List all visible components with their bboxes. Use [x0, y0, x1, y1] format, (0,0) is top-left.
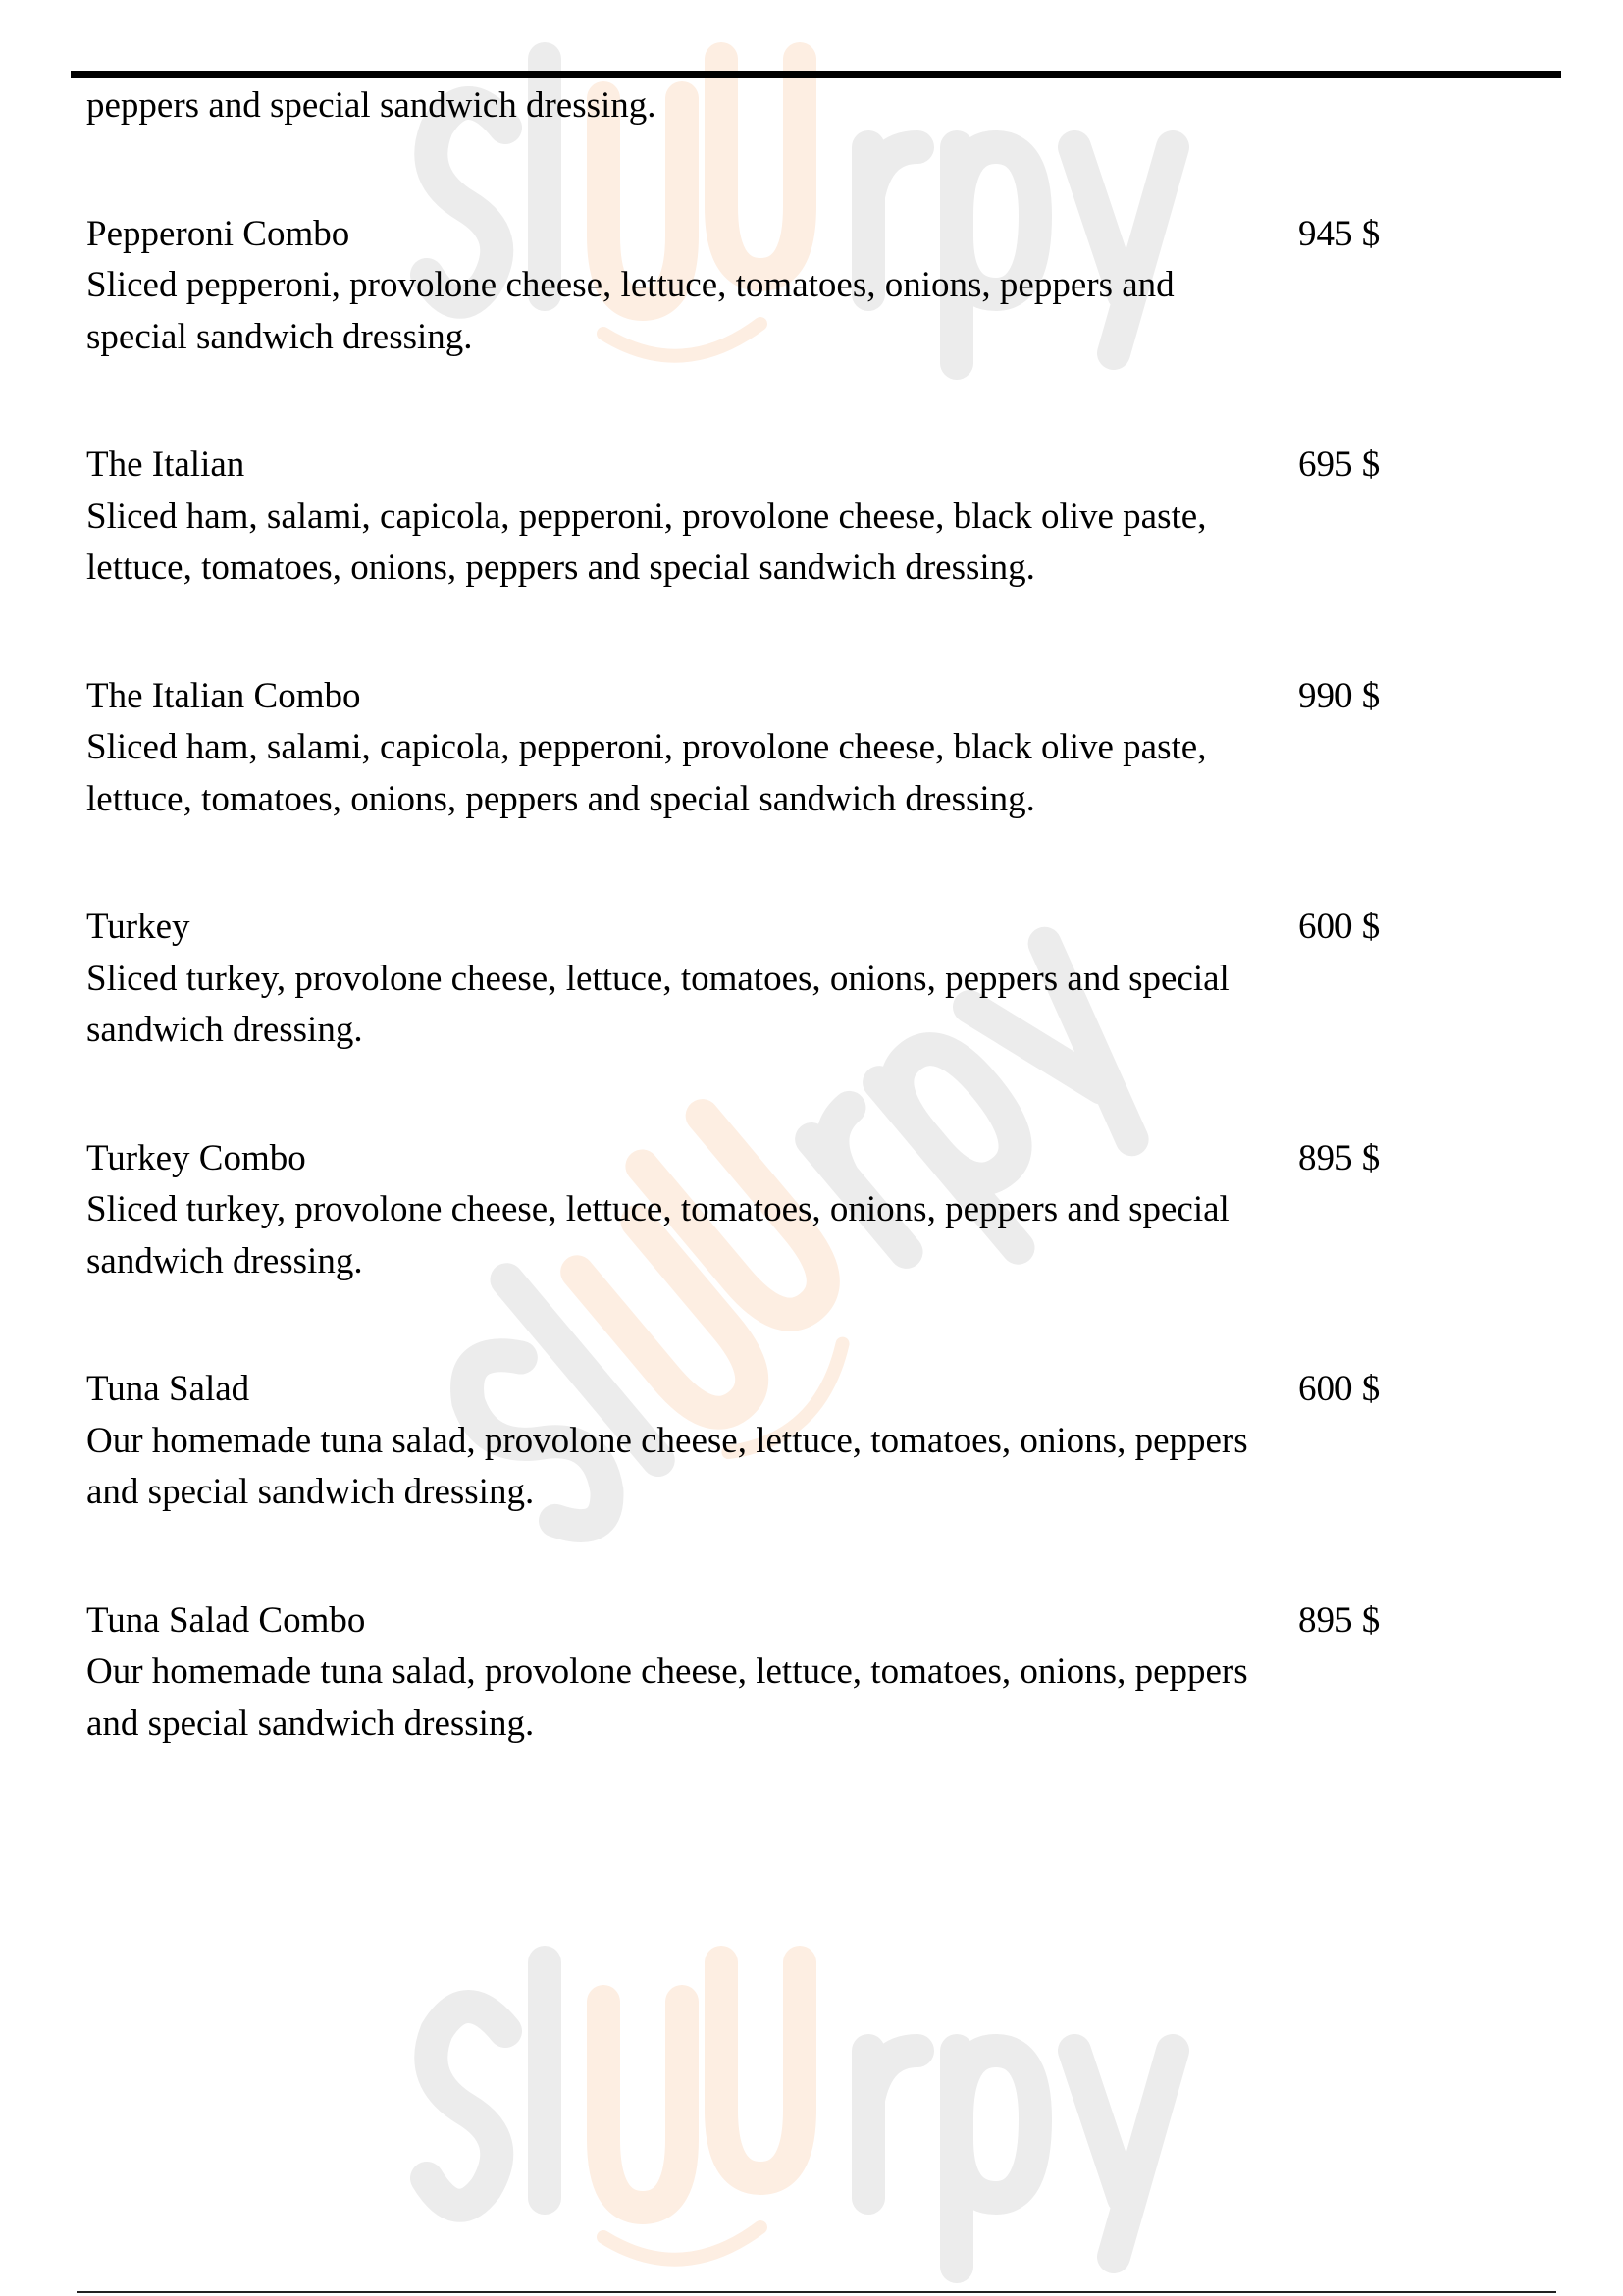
item-name: Turkey	[86, 907, 190, 947]
item-name: Pepperoni Combo	[86, 213, 350, 254]
continued-description	[86, 80, 1558, 132]
menu-item	[86, 902, 1558, 1057]
item-description: Sliced turkey, provolone cheese, lettuce, tomatoes, onions, peppers and special sandwich dressing.	[86, 1189, 1230, 1281]
menu-item	[86, 1364, 1558, 1519]
menu-item	[86, 1595, 1558, 1750]
item-description: Our homemade tuna salad, provolone cheese, lettuce, tomatoes, onions, peppers and special sandwich dressing.	[86, 1420, 1248, 1512]
menu-list	[86, 80, 1558, 1826]
item-description: Sliced pepperoni, provolone cheese, lettuce, tomatoes, onions, peppers and special sandwich dressing.	[86, 265, 1175, 357]
item-name: Tuna Salad	[86, 1369, 250, 1409]
item-price: 895 $	[1298, 1137, 1381, 1178]
item-description: Sliced ham, salami, capicola, pepperoni, provolone cheese, black olive paste, lettuce, tomatoes, onions, peppers and special sandwich dressing.	[86, 496, 1207, 588]
item-price: 695 $	[1298, 444, 1381, 485]
item-name: Turkey Combo	[86, 1137, 306, 1178]
item-name: The Italian Combo	[86, 675, 361, 716]
item-description: Sliced ham, salami, capicola, pepperoni, provolone cheese, black olive paste, lettuce, tomatoes, onions, peppers and special sandwich dressing.	[86, 727, 1207, 819]
bottom-divider	[77, 2291, 1556, 2293]
item-description: peppers and special sandwich dressing.	[86, 85, 656, 126]
item-price: 895 $	[1298, 1599, 1381, 1641]
item-price: 945 $	[1298, 213, 1381, 254]
item-price: 600 $	[1298, 1369, 1381, 1409]
menu-item	[86, 440, 1558, 595]
item-description: Sliced turkey, provolone cheese, lettuce, tomatoes, onions, peppers and special sandwich dressing.	[86, 958, 1230, 1050]
item-name: The Italian	[86, 444, 245, 485]
menu-item	[86, 209, 1558, 364]
top-divider	[71, 71, 1561, 78]
item-price: 990 $	[1298, 675, 1381, 716]
sluurpy-watermark-logo-bottom	[407, 1943, 1222, 2296]
menu-item	[86, 671, 1558, 826]
item-description: Our homemade tuna salad, provolone cheese, lettuce, tomatoes, onions, peppers and special sandwich dressing.	[86, 1651, 1248, 1744]
item-name: Tuna Salad Combo	[86, 1599, 366, 1641]
menu-item	[86, 1133, 1558, 1288]
item-price: 600 $	[1298, 907, 1381, 947]
